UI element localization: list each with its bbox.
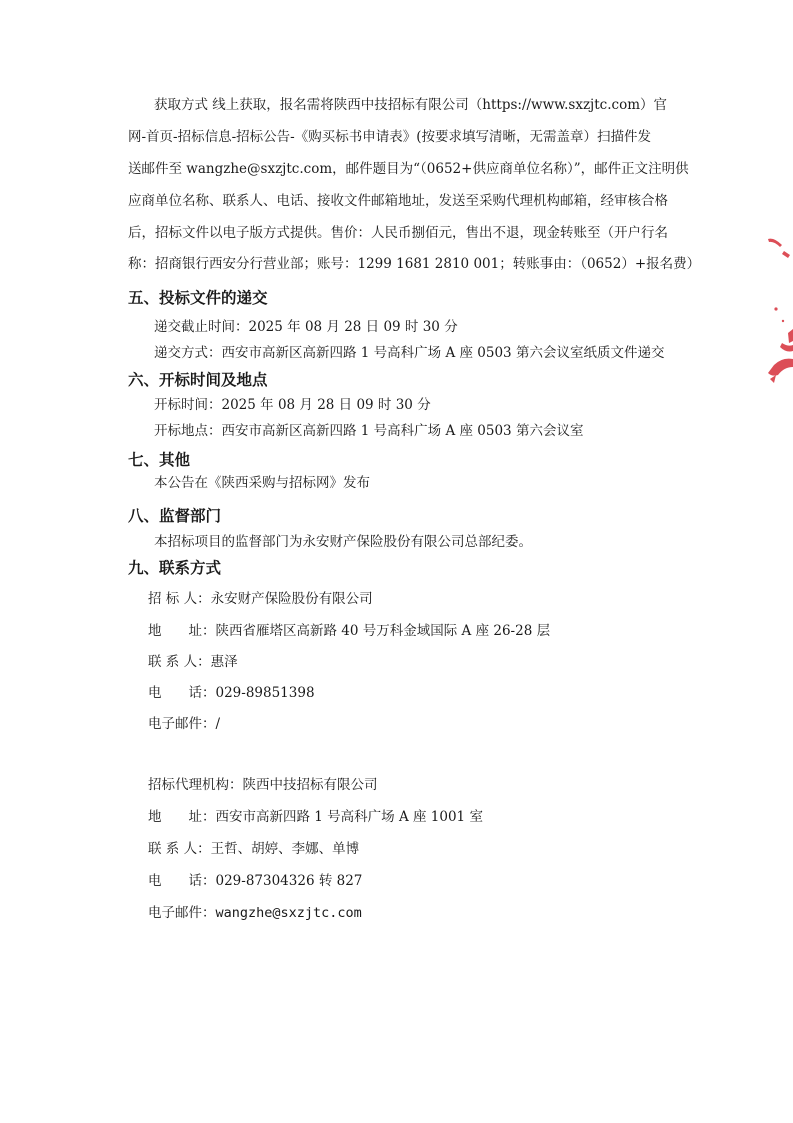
row-label: 联 系 人：: [148, 841, 211, 857]
supervision-note: 本招标项目的监督部门为永安财产保险股份有限公司总部纪委。: [154, 534, 532, 550]
paragraph-line: 网-首页-招标信息-招标公告-《购买标书申请表》(按要求填写清晰，无需盖章）扫描件发: [128, 129, 652, 145]
publication-note: 本公告在《陕西采购与招标网》发布: [154, 475, 370, 491]
row-value: 西安市高新四路 1 号高科广场 A 座 1001 室: [215, 809, 483, 825]
row-value: 029-89851398: [215, 685, 315, 701]
tenderer-address-row: [148, 622, 550, 640]
row-value: /: [215, 716, 221, 732]
section5-heading: 五、投标文件的递交: [128, 289, 268, 307]
opening-place: 开标地点：西安市高新区高新四路 1 号高科广场 A 座 0503 第六会议室: [154, 423, 584, 439]
tenderer-name-row: [148, 590, 373, 608]
section8-heading: 八、监督部门: [128, 507, 222, 525]
paragraph-line: 送邮件至 wangzhe@sxzjtc.com，邮件题目为“（0652+供应商单位名称）”，邮件正文注明供: [128, 161, 689, 177]
paragraph-line: 称：招商银行西安分行营业部；账号：1299 1681 2810 001；转账事由：（0652）+报名费）: [128, 256, 701, 272]
paragraph-line: 后，招标文件以电子版方式提供。售价：人民币捌佰元，售出不退，现金转账至（开户行名: [128, 225, 668, 241]
agency-email-row: [148, 904, 362, 922]
agency-phone-row: [148, 872, 362, 890]
submission-deadline: 递交截止时间：2025 年 08 月 28 日 09 时 30 分: [154, 319, 458, 335]
row-label: 电子邮件：: [148, 716, 216, 732]
paragraph-line: 应商单位名称、联系人、电话、接收文件邮箱地址，发送至采购代理机构邮箱，经审核合格: [128, 193, 668, 209]
opening-time: 开标时间：2025 年 08 月 28 日 09 时 30 分: [154, 397, 431, 413]
row-label: 招 标 人：: [148, 591, 211, 607]
row-label: 地 址：: [148, 809, 216, 825]
row-value: 陕西省雁塔区高新路 40 号万科金域国际 A 座 26-28 层: [215, 623, 551, 639]
row-label: 电 话：: [148, 685, 216, 701]
seal-stamp-fragment: [752, 225, 793, 395]
row-label: 招标代理机构：: [148, 777, 243, 793]
tenderer-phone-row: [148, 684, 315, 702]
row-label: 电 话：: [148, 873, 216, 889]
section9-heading: 九、联系方式: [128, 559, 222, 577]
row-value: 029-87304326 转 827: [215, 873, 363, 889]
section6-heading: 六、开标时间及地点: [128, 371, 268, 389]
agency-contact-person-row: [148, 840, 359, 858]
agency-name-row: [148, 776, 378, 794]
agency-address-row: [148, 808, 483, 826]
row-value: wangzhe@sxzjtc.com: [215, 905, 362, 921]
row-label: 联 系 人：: [148, 654, 211, 670]
paragraph-line: 获取方式 线上获取，报名需将陕西中技招标有限公司（https://www.sxzjtc.com）官: [154, 97, 668, 113]
row-value: 永安财产保险股份有限公司: [210, 591, 373, 607]
row-label: 电子邮件：: [148, 905, 216, 921]
submission-method: 递交方式：西安市高新区高新四路 1 号高科广场 A 座 0503 第六会议室纸质文件递交: [154, 345, 665, 361]
row-label: 地 址：: [148, 623, 216, 639]
row-value: 王哲、胡婷、李娜、单博: [210, 841, 360, 857]
section7-heading: 七、其他: [128, 451, 191, 469]
tenderer-contact-person-row: [148, 653, 238, 671]
row-value: 惠泽: [210, 654, 238, 670]
tenderer-email-row: [148, 715, 220, 733]
row-value: 陕西中技招标有限公司: [242, 777, 378, 793]
